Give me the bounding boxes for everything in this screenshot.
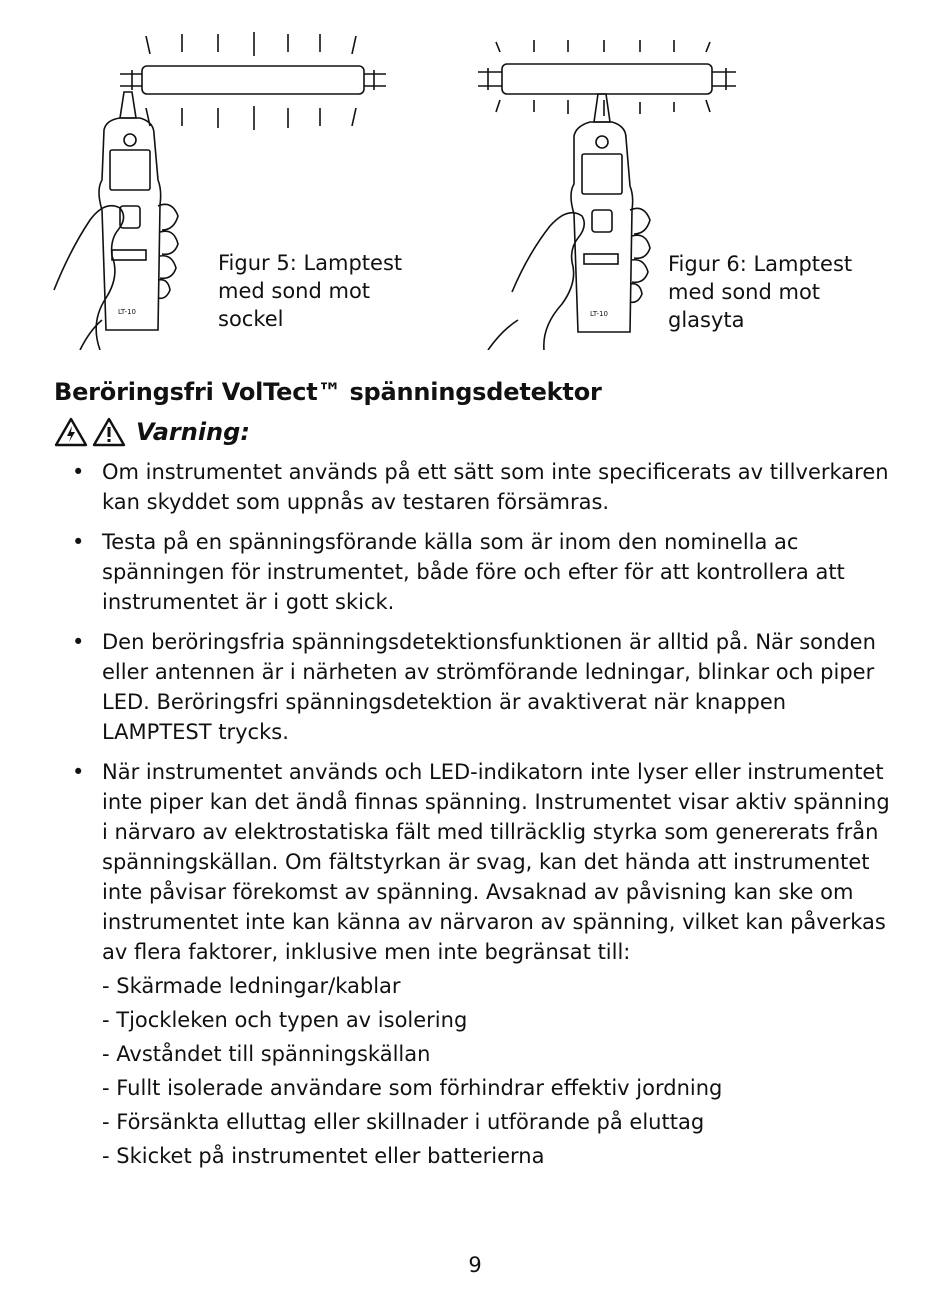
bullet-text: Om instrumentet används på ett sätt som inte specificerats av tillverkaren kan skyddet som uppnås av testaren försämras. bbox=[102, 460, 889, 514]
bullet-icon: • bbox=[72, 460, 85, 484]
factor-item: - Tjockleken och typen av isolering bbox=[102, 1008, 468, 1032]
warning-heading bbox=[54, 414, 250, 450]
tester-model-label: LT-10 bbox=[118, 308, 137, 316]
warning-triangle-icon bbox=[92, 417, 126, 447]
list-item bbox=[60, 527, 900, 617]
factor-item: - Avståndet till spänningskällan bbox=[102, 1042, 431, 1066]
bullet-text: När instrumentet används och LED-indikatorn inte lyser eller instrumentet inte piper kan det ändå finnas spänning. Instrumentet visar aktiv spänning i närvaro av elektrostatiska fält med tillräcklig styrka som genererats från spänningskällan. Om fältstyrkan är svag, kan det hända att instrumentet inte påvisar förekomst av spänning. Avsaknad av påvisning kan ske om instrumentet inte kan känna av närvaron av spänning, vilket kan påverkas av flera faktorer, inklusive men inte begränsat till: bbox=[102, 760, 890, 964]
factor-item: - Försänkta elluttag eller skillnader i utförande på eluttag bbox=[102, 1110, 705, 1134]
factor-item: - Fullt isolerade användare som förhindrar effektiv jordning bbox=[102, 1076, 723, 1100]
page-number: 9 bbox=[468, 1253, 482, 1277]
section-title: Beröringsfri VolTect™ spänningsdetektor bbox=[54, 378, 602, 406]
figure-6-caption: Figur 6: Lamptest med sond mot glasyta bbox=[668, 252, 853, 332]
list-item bbox=[60, 627, 900, 747]
bullet-text: Testa på en spänningsförande källa som är inom den nominella ac spänningen för instrumentet, både före och efter för att kontrollera att instrumentet är i gott skick. bbox=[102, 530, 845, 614]
bullet-text: Den beröringsfria spänningsdetektionsfunktionen är alltid på. När sonden eller antennen är i närheten av strömförande ledningar, blinkar och piper LED. Beröringsfri spänningsdetektion är avaktiverat när knappen LAMPTEST trycks. bbox=[102, 630, 876, 744]
factor-item: - Skärmade ledningar/kablar bbox=[102, 974, 401, 998]
figure-6 bbox=[478, 30, 938, 350]
bullet-icon: • bbox=[72, 630, 85, 654]
factor-list bbox=[102, 969, 900, 1173]
figure-5 bbox=[50, 30, 510, 350]
electric-hazard-icon bbox=[54, 417, 88, 447]
tester-model-label: LT-10 bbox=[590, 310, 609, 318]
bullet-icon: • bbox=[72, 530, 85, 554]
warning-label: Varning: bbox=[136, 418, 250, 446]
list-item bbox=[60, 457, 900, 517]
bullet-icon: • bbox=[72, 760, 85, 784]
figure-5-caption: Figur 5: Lamptest med sond mot sockel bbox=[218, 251, 403, 331]
factor-item: - Skicket på instrumentet eller batterierna bbox=[102, 1144, 545, 1168]
list-item bbox=[60, 757, 900, 1173]
warning-bullet-list bbox=[60, 457, 900, 1183]
